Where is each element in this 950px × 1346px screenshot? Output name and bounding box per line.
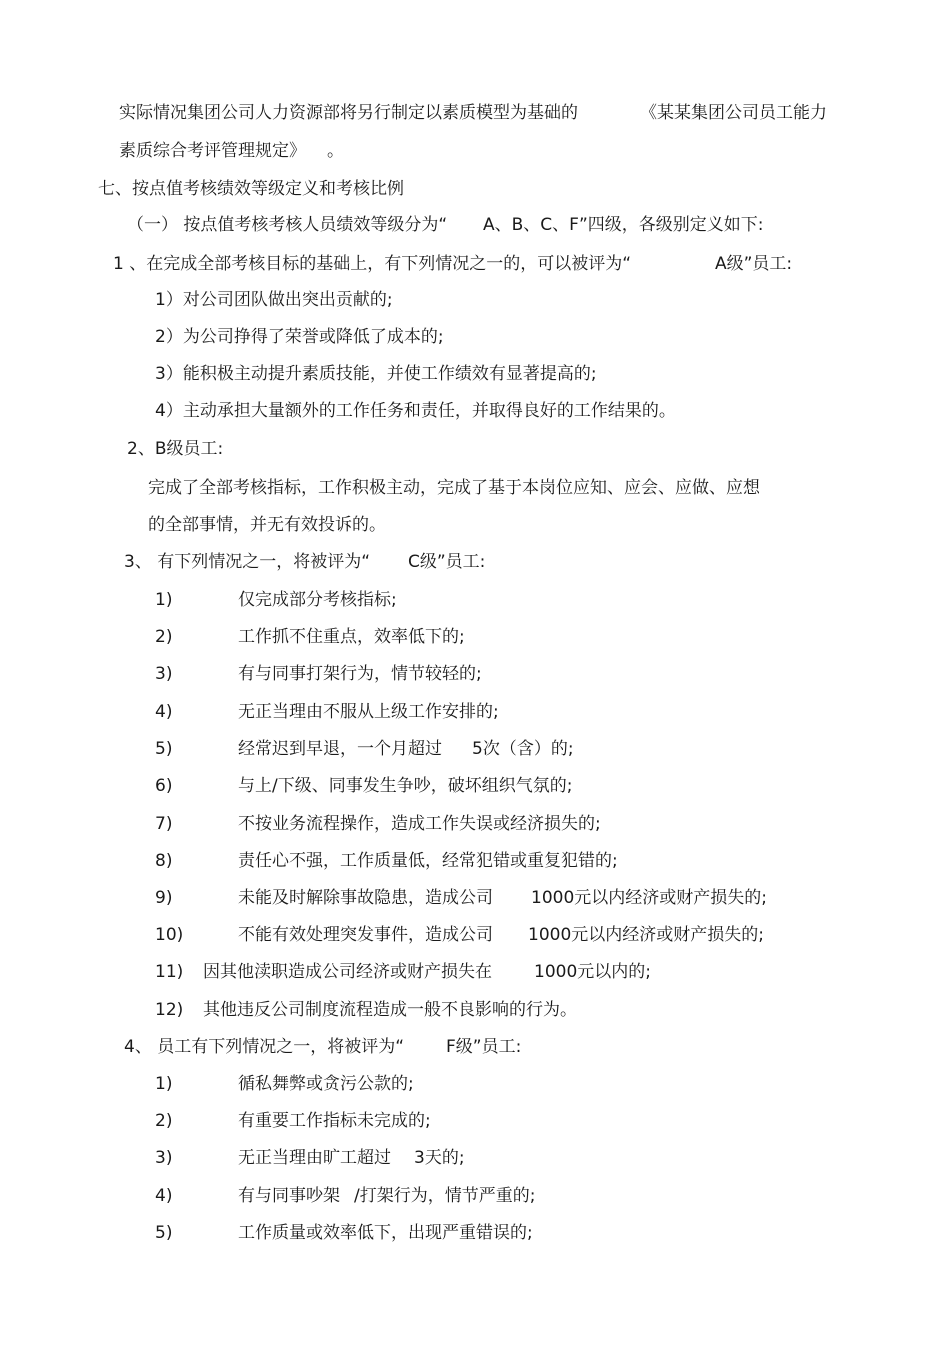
grade-c-item-number: 7) — [155, 814, 173, 834]
subsection-1-part-2: A、B、C、F”四级，各级别定义如下: — [483, 215, 764, 235]
grade-c-item-number: 5) — [155, 739, 173, 759]
grade-f-item-number: 1) — [155, 1074, 173, 1094]
grade-c-item-text: 有与同事打架行为，情节较轻的; — [238, 664, 482, 684]
grade-f-item-text: 循私舞弊或贪污公款的; — [238, 1074, 414, 1094]
grade-c-item-text: 其他违反公司制度流程造成一般不良影响的行为。 — [203, 1000, 577, 1020]
intro-line-1-part-1: 实际情况集团公司人力资源部将另行制定以素质模型为基础的 — [119, 103, 578, 123]
grade-c-title-part-2: C级”员工: — [408, 552, 486, 572]
grade-c-item-number: 12) — [155, 1000, 184, 1020]
grade-a-item: 1）对公司团队做出突出贡献的; — [155, 290, 393, 310]
grade-f-item-text: 无正当理由旷工超过 — [238, 1148, 391, 1168]
grade-f-item-text: 有与同事吵架 — [238, 1186, 340, 1206]
grade-c-item-text: 仅完成部分考核指标; — [238, 590, 397, 610]
grade-f-item-text-continued: 3天的; — [414, 1148, 465, 1168]
grade-f-item-number: 5) — [155, 1223, 173, 1243]
grade-c-item-text: 不按业务流程操作，造成工作失误或经济损失的; — [238, 814, 601, 834]
grade-b-desc-line-1: 完成了全部考核指标，工作积极主动，完成了基于本岗位应知、应会、应做、应想 — [148, 478, 760, 498]
grade-f-item-number: 2) — [155, 1111, 173, 1131]
grade-c-item-number: 11) — [155, 962, 184, 982]
grade-c-item-text: 不能有效处理突发事件，造成公司 — [238, 925, 493, 945]
grade-c-item-number: 4) — [155, 702, 173, 722]
grade-a-item: 2）为公司挣得了荣誉或降低了成本的; — [155, 327, 444, 347]
grade-c-item-text: 无正当理由不服从上级工作安排的; — [238, 702, 499, 722]
grade-a-title-part-1: 1 、在完成全部考核目标的基础上，有下列情况之一的，可以被评为“ — [113, 254, 632, 274]
grade-c-item-text: 未能及时解除事故隐患，造成公司 — [238, 888, 493, 908]
grade-c-title-part-1: 3、 有下列情况之一，将被评为“ — [124, 552, 371, 572]
grade-c-item-number: 9) — [155, 888, 173, 908]
grade-c-item-number: 1) — [155, 590, 173, 610]
grade-f-title-part-1: 4、 员工有下列情况之一，将被评为“ — [124, 1037, 405, 1057]
grade-c-item-number: 8) — [155, 851, 173, 871]
intro-line-2-part-1: 素质综合考评管理规定》 — [119, 141, 306, 161]
grade-f-item-number: 3) — [155, 1148, 173, 1168]
grade-f-item-text-continued: /打架行为，情节严重的; — [354, 1186, 536, 1206]
grade-f-item-text: 有重要工作指标未完成的; — [238, 1111, 431, 1131]
grade-c-item-text: 工作抓不住重点，效率低下的; — [238, 627, 465, 647]
grade-c-item-text: 责任心不强，工作质量低，经常犯错或重复犯错的; — [238, 851, 618, 871]
grade-c-item-number: 3) — [155, 664, 173, 684]
grade-b-title: 2、B级员工: — [127, 439, 224, 459]
grade-c-item-text: 因其他渎职造成公司经济或财产损失在 — [203, 962, 492, 982]
intro-line-1-part-2: 《某某集团公司员工能力 — [640, 103, 827, 123]
grade-c-item-text: 经常迟到早退，一个月超过 — [238, 739, 442, 759]
subsection-1-part-1: （一） 按点值考核考核人员绩效等级分为“ — [127, 215, 448, 235]
grade-a-item: 3）能积极主动提升素质技能，并使工作绩效有显著提高的; — [155, 364, 597, 384]
grade-f-item-text: 工作质量或效率低下，出现严重错误的; — [238, 1223, 533, 1243]
section-heading: 七、按点值考核绩效等级定义和考核比例 — [98, 179, 404, 199]
grade-c-item-text-continued: 1000元以内经济或财产损失的; — [531, 888, 767, 908]
grade-c-item-number: 2) — [155, 627, 173, 647]
grade-f-title-part-2: F级”员工: — [446, 1037, 522, 1057]
grade-c-item-text-continued: 1000元以内的; — [534, 962, 651, 982]
grade-a-title-part-2: A级”员工: — [715, 254, 793, 274]
grade-c-item-text-continued: 1000元以内经济或财产损失的; — [528, 925, 764, 945]
grade-c-item-number: 6) — [155, 776, 173, 796]
grade-c-item-text: 与上/下级、同事发生争吵，破坏组织气氛的; — [238, 776, 573, 796]
grade-c-item-number: 10) — [155, 925, 184, 945]
grade-a-item: 4）主动承担大量额外的工作任务和责任，并取得良好的工作结果的。 — [155, 401, 676, 421]
intro-line-2-part-2: 。 — [327, 141, 344, 161]
grade-c-item-text-continued: 5次（含）的; — [472, 739, 574, 759]
grade-f-item-number: 4) — [155, 1186, 173, 1206]
grade-b-desc-line-2: 的全部事情，并无有效投诉的。 — [148, 515, 386, 535]
